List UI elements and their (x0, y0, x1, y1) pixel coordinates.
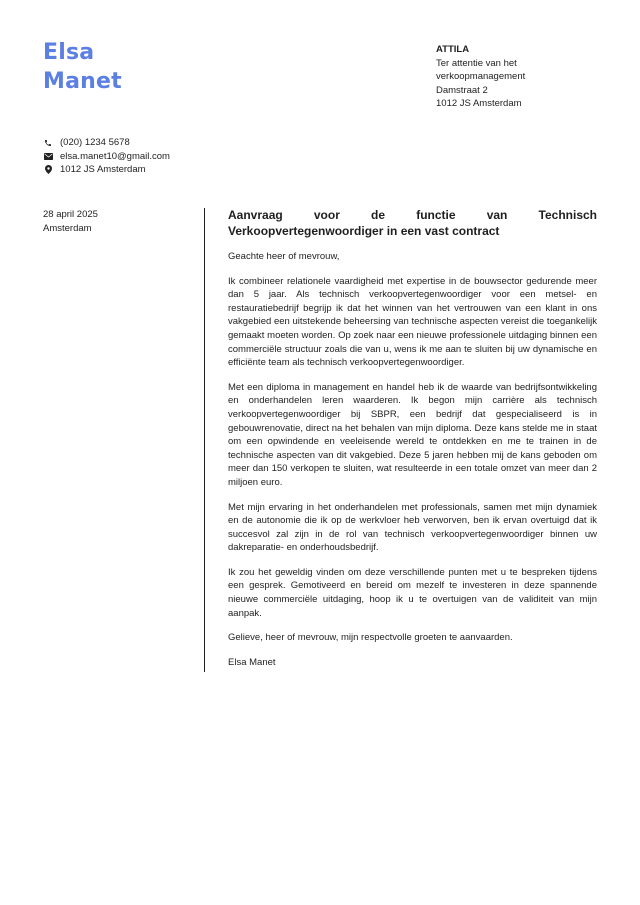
date-place (43, 208, 98, 235)
contact-location-row (43, 163, 170, 177)
contact-email-row (43, 150, 170, 164)
contact-phone: (020) 1234 5678 (60, 137, 130, 148)
letter-salutation: Geachte heer of mevrouw, (228, 251, 340, 262)
recipient-company: ATTILA (436, 44, 470, 55)
sender-last-name: Manet (43, 69, 122, 94)
contact-phone-row (43, 136, 170, 150)
phone-icon (43, 139, 53, 147)
recipient-city: 1012 JS Amsterdam (436, 98, 522, 110)
contact-info (43, 136, 170, 177)
map-pin-icon (43, 165, 53, 174)
contact-email: elsa.manet10@gmail.com (60, 150, 170, 162)
vertical-divider (204, 208, 205, 672)
sender-name (43, 38, 122, 96)
recipient-line-1: Ter attentie van het (436, 57, 517, 69)
letter-paragraph: Ik combineer relationele vaardigheid met expertise in de bouwsector gedurende meer dan 5 jaar. Als technisch verkoopvertegenwoordiger voor een metsel- en restauratiebedrijf begrijp ik dat het winnen van het vertrouwen van een klant in ons vakgebied een uitstekende beheersing van technische aspecten vereist die toegankelijk gemaakt moeten worden. Op zoek naar een nieuwe professionele uitdaging binnen een commerciële structuur zoals die van u, wens ik me aan te sluiten bij uw dynamische en efficiënte team als technisch verkoopvertegenwoordiger. (228, 275, 597, 369)
letter-paragraph: Ik zou het geweldig vinden om deze verschillende punten met u te bespreken tijdens een gesprek. Gemotiveerd en bereid om mezelf te investeren in deze spannende nieuwe commerciële uitdaging, hoop ik u te overtuigen van de validiteit van mijn aanpak. (228, 566, 597, 619)
recipient-line-2: verkoopmanagement (436, 71, 526, 83)
letter-place: Amsterdam (43, 222, 92, 234)
contact-location: 1012 JS Amsterdam (60, 164, 146, 176)
letter-signature: Elsa Manet (228, 656, 276, 668)
letter-paragraph: Met een diploma in management en handel heb ik de waarde van bedrijfsontwikkeling en onderhandelen leren waarderen. Ik begon mijn carrière als technisch verkoopvertegenwoordiger bij SBPR, een bedrijf dat gespecialiseerd is in gebouwrenovatie, direct na het behalen van mijn diploma. Deze kans stelde me in staat om een opwindende en veeleisende wereld te ontdekken en me te trainen in de technische aspecten van dit vakgebied. Deze 5 jaren hebben mij de kans geboden om meer dan 150 verkopen te sluiten, wat resulteerde in een totale omzet van meer dan 2 miljoen euro. (228, 381, 597, 488)
letter-body (228, 208, 597, 680)
recipient-street: Damstraat 2 (436, 84, 488, 96)
letter-subject: Aanvraag voor de functie van Technisch Verkoopvertegenwoordiger in een vast contract (228, 208, 597, 238)
letter-closing: Gelieve, heer of mevrouw, mijn respectvolle groeten te aanvaarden. (228, 632, 513, 644)
letter-paragraph: Met mijn ervaring in het onderhandelen met professionals, samen met mijn dynamiek en de autonomie die ik op de werkvloer heb verworven, ben ik ervan overtuigd dat ik succesvol zal zijn in de rol van technisch verkoopvertegenwoordiger binnen uw dakreparatie- en onderhoudsbedrijf. (228, 501, 597, 554)
envelope-icon (43, 153, 53, 160)
recipient-address (436, 43, 525, 111)
sender-first-name: Elsa (43, 40, 95, 65)
letter-date: 28 april 2025 (43, 209, 98, 220)
